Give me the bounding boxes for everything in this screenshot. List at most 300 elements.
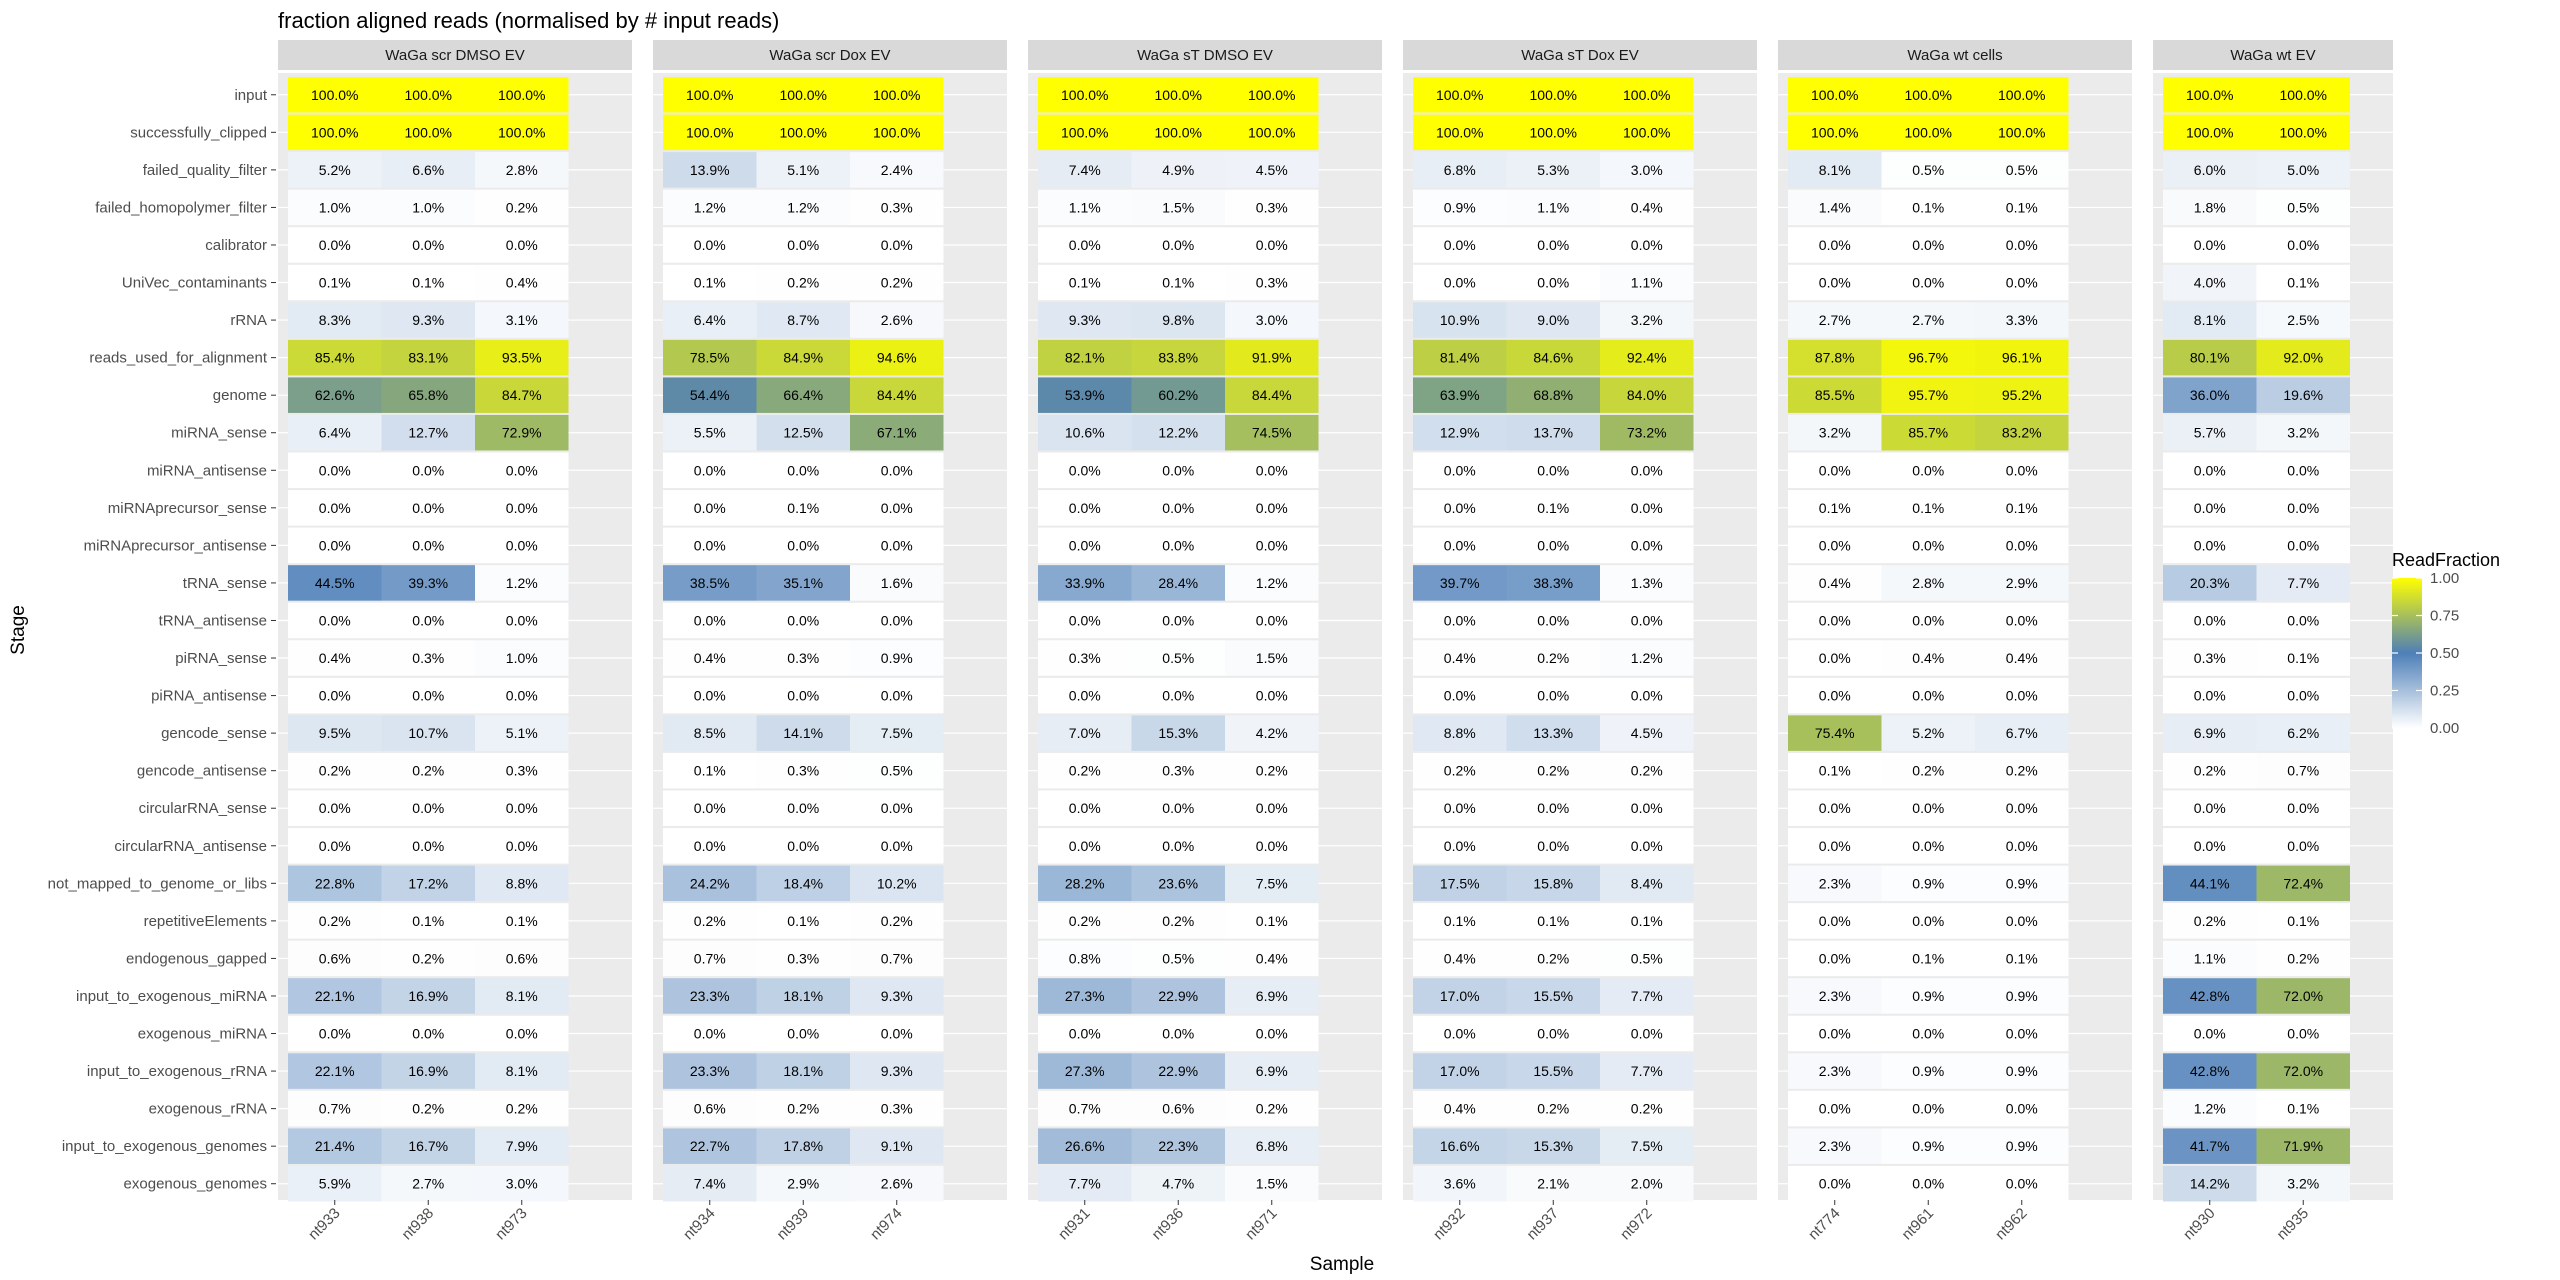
cell-value-label: 2.6% [880, 312, 913, 329]
y-tick-label: gencode_sense [161, 725, 267, 743]
cell-value-label: 41.7% [2189, 1138, 2230, 1155]
cell-value-label: 22.9% [1158, 987, 1199, 1004]
row-labels [48, 87, 276, 1193]
cell-value-label: 0.9% [1912, 1063, 1945, 1080]
cell-value-label: 100.0% [1998, 86, 2046, 103]
cell-value-label: 12.2% [1158, 424, 1199, 441]
cell-value-label: 0.0% [2005, 687, 2038, 704]
cell-value-label: 0.0% [505, 800, 538, 817]
y-tick-label: input [234, 86, 267, 104]
cell-value-label: 3.2% [2287, 424, 2320, 441]
cell-value-label: 100.0% [1436, 124, 1484, 141]
y-tick-label: successfully_clipped [130, 124, 267, 142]
x-tick-label: nt930 [2180, 1204, 2219, 1244]
cell-value-label: 0.4% [1912, 650, 1945, 667]
y-tick-label: reads_used_for_alignment [89, 349, 267, 367]
cell-value-label: 0.0% [1443, 462, 1476, 479]
x-tick-label: nt974 [867, 1204, 906, 1244]
cell-value-label: 0.0% [1068, 1025, 1101, 1042]
cell-value-label: 3.2% [1818, 424, 1851, 441]
cell-value-label: 0.0% [2193, 537, 2226, 554]
cell-value-label: 26.6% [1064, 1138, 1105, 1155]
cell-value-label: 0.2% [318, 762, 351, 779]
cell-value-label: 0.0% [2005, 274, 2038, 291]
cell-value-label: 5.0% [2287, 161, 2320, 178]
cell-value-label: 12.7% [408, 424, 449, 441]
cell-value-label: 0.2% [1162, 912, 1195, 929]
cell-value-label: 16.7% [408, 1138, 449, 1155]
cell-value-label: 0.0% [2005, 236, 2038, 253]
cell-value-label: 7.7% [2287, 574, 2320, 591]
cell-value-label: 0.0% [505, 236, 538, 253]
cell-value-label: 0.0% [880, 837, 913, 854]
cell-value-label: 18.1% [783, 1063, 824, 1080]
cell-value-label: 0.0% [2005, 1100, 2038, 1117]
cell-value-label: 28.2% [1064, 875, 1105, 892]
cell-value-label: 0.0% [318, 1025, 351, 1042]
y-tick-label: exogenous_genomes [123, 1175, 267, 1193]
facet-strip-label: WaGa scr Dox EV [769, 47, 891, 64]
cell-value-label: 0.0% [1912, 800, 1945, 817]
cell-value-label: 3.2% [2287, 1175, 2320, 1192]
cell-value-label: 80.1% [2189, 349, 2230, 366]
cell-value-label: 0.0% [2005, 1025, 2038, 1042]
cell-value-label: 0.0% [1255, 800, 1288, 817]
y-tick-label: piRNA_antisense [151, 687, 267, 705]
cell-value-label: 0.0% [1630, 800, 1663, 817]
cell-value-label: 0.2% [1068, 912, 1101, 929]
cell-value-label: 0.0% [412, 1025, 445, 1042]
cell-value-label: 0.1% [2287, 274, 2320, 291]
cell-value-label: 0.0% [1912, 687, 1945, 704]
y-tick-label: UniVec_contaminants [121, 274, 267, 292]
cell-value-label: 10.2% [876, 875, 917, 892]
cell-value-label: 0.4% [1255, 950, 1288, 967]
cell-value-label: 0.1% [1068, 274, 1101, 291]
y-tick-label: circularRNA_antisense [114, 837, 267, 855]
y-tick-label: exogenous_miRNA [137, 1025, 267, 1043]
y-tick-label: tRNA_sense [182, 574, 267, 592]
cell-value-label: 38.5% [689, 574, 730, 591]
cell-value-label: 0.2% [1537, 950, 1570, 967]
y-tick-label: miRNAprecursor_antisense [83, 537, 267, 555]
cell-value-label: 73.2% [1626, 424, 1667, 441]
cell-value-label: 3.0% [1255, 312, 1288, 329]
x-tick-label: nt932 [1430, 1204, 1469, 1244]
cell-value-label: 7.0% [1068, 725, 1101, 742]
cell-value-label: 0.0% [1537, 537, 1570, 554]
cell-value-label: 17.8% [783, 1138, 824, 1155]
cell-value-label: 0.0% [505, 1025, 538, 1042]
cell-value-label: 96.1% [2001, 349, 2042, 366]
cell-value-label: 12.9% [1439, 424, 1480, 441]
y-tick-label: miRNA_sense [171, 424, 267, 442]
cell-value-label: 81.4% [1439, 349, 1480, 366]
x-tick-label: nt936 [1148, 1204, 1188, 1244]
cell-value-label: 0.1% [2287, 912, 2320, 929]
cell-value-label: 0.0% [1162, 800, 1195, 817]
cell-value-label: 84.4% [876, 387, 917, 404]
cell-value-label: 0.0% [1537, 612, 1570, 629]
cell-value-label: 0.0% [1162, 687, 1195, 704]
cell-value-label: 14.2% [2189, 1175, 2230, 1192]
y-tick-label: genome [212, 387, 267, 405]
cell-value-label: 66.4% [783, 387, 824, 404]
cell-value-label: 0.0% [1443, 274, 1476, 291]
cell-value-label: 7.4% [1068, 161, 1101, 178]
cell-value-label: 85.5% [1814, 387, 1855, 404]
cell-value-label: 6.0% [2193, 161, 2226, 178]
cell-value-label: 7.7% [1630, 1063, 1663, 1080]
cell-value-label: 0.2% [1537, 762, 1570, 779]
y-tick-label: failed_homopolymer_filter [95, 199, 267, 217]
cell-value-label: 84.7% [501, 387, 542, 404]
cell-value-label: 16.9% [408, 1063, 449, 1080]
cell-value-label: 100.0% [1248, 124, 1296, 141]
cell-value-label: 10.9% [1439, 312, 1480, 329]
cell-value-label: 0.1% [505, 912, 538, 929]
cell-value-label: 0.2% [412, 762, 445, 779]
cell-value-label: 0.0% [318, 499, 351, 516]
cell-value-label: 0.0% [1162, 236, 1195, 253]
cell-value-label: 1.2% [787, 199, 820, 216]
cell-value-label: 0.1% [1630, 912, 1663, 929]
facet-panel [2153, 40, 2393, 1243]
cell-value-label: 0.0% [1818, 837, 1851, 854]
cell-value-label: 2.3% [1818, 1138, 1851, 1155]
cell-value-label: 7.7% [1068, 1175, 1101, 1192]
cell-value-label: 1.1% [1630, 274, 1663, 291]
cell-value-label: 2.7% [1818, 312, 1851, 329]
cell-value-label: 0.0% [787, 462, 820, 479]
cell-value-label: 2.9% [2005, 574, 2038, 591]
cell-value-label: 0.1% [318, 274, 351, 291]
cell-value-label: 0.1% [2005, 950, 2038, 967]
legend-tick-label: 1.00 [2430, 570, 2460, 587]
cell-value-label: 100.0% [311, 86, 359, 103]
x-tick-label: nt934 [680, 1204, 719, 1244]
cell-value-label: 15.8% [1533, 875, 1574, 892]
cell-value-label: 0.0% [1255, 236, 1288, 253]
facet-strip-label: WaGa scr DMSO EV [385, 47, 525, 64]
cell-value-label: 100.0% [1623, 124, 1671, 141]
cell-value-label: 0.1% [412, 912, 445, 929]
y-tick-label: endogenous_gapped [126, 950, 267, 968]
cell-value-label: 1.1% [1537, 199, 1570, 216]
cell-value-label: 0.0% [1630, 687, 1663, 704]
cell-value-label: 20.3% [2189, 574, 2230, 591]
cell-value-label: 100.0% [873, 86, 921, 103]
cell-value-label: 1.2% [2193, 1100, 2226, 1117]
cell-value-label: 0.9% [2005, 875, 2038, 892]
cell-value-label: 16.6% [1439, 1138, 1480, 1155]
cell-value-label: 0.4% [1443, 950, 1476, 967]
cell-value-label: 5.7% [2193, 424, 2226, 441]
cell-value-label: 100.0% [686, 86, 734, 103]
cell-value-label: 0.0% [1255, 612, 1288, 629]
cell-value-label: 0.0% [2287, 537, 2320, 554]
cell-value-label: 0.1% [2005, 499, 2038, 516]
cell-value-label: 0.0% [2287, 687, 2320, 704]
cell-value-label: 0.0% [1255, 1025, 1288, 1042]
cell-value-label: 75.4% [1814, 725, 1855, 742]
cell-value-label: 100.0% [1154, 124, 1202, 141]
cell-value-label: 0.2% [693, 912, 726, 929]
cell-value-label: 9.1% [880, 1138, 913, 1155]
legend-title: ReadFraction [2392, 550, 2501, 570]
legend-tick-label: 0.25 [2430, 682, 2460, 700]
cell-value-label: 0.0% [1537, 462, 1570, 479]
cell-value-label: 0.0% [1818, 274, 1851, 291]
cell-value-label: 0.0% [1630, 537, 1663, 554]
cell-value-label: 0.0% [1068, 236, 1101, 253]
cell-value-label: 6.9% [1255, 987, 1288, 1004]
cell-value-label: 83.8% [1158, 349, 1199, 366]
cell-value-label: 7.7% [1630, 987, 1663, 1004]
cell-value-label: 44.1% [2189, 875, 2230, 892]
cell-value-label: 0.7% [2287, 762, 2320, 779]
cell-value-label: 100.0% [1061, 124, 1109, 141]
cell-value-label: 3.0% [505, 1175, 538, 1192]
cell-value-label: 13.9% [689, 161, 730, 178]
cell-value-label: 0.0% [505, 537, 538, 554]
cell-value-label: 53.9% [1064, 387, 1105, 404]
cell-value-label: 0.0% [787, 537, 820, 554]
cell-value-label: 0.0% [1537, 1025, 1570, 1042]
y-tick-label: miRNA_antisense [146, 462, 267, 480]
cell-value-label: 0.0% [2287, 462, 2320, 479]
cell-value-label: 0.3% [505, 762, 538, 779]
cell-value-label: 0.3% [880, 1100, 913, 1117]
cell-value-label: 22.1% [314, 987, 355, 1004]
cell-value-label: 0.2% [2193, 912, 2226, 929]
cell-value-label: 0.0% [880, 687, 913, 704]
cell-value-label: 23.3% [689, 987, 730, 1004]
cell-value-label: 1.0% [505, 650, 538, 667]
cell-value-label: 0.3% [1255, 274, 1288, 291]
cell-value-label: 0.0% [1443, 1025, 1476, 1042]
cell-value-label: 6.8% [1443, 161, 1476, 178]
cell-value-label: 17.0% [1439, 1063, 1480, 1080]
cell-value-label: 0.0% [2193, 837, 2226, 854]
cell-value-label: 72.0% [2283, 1063, 2324, 1080]
legend-tick-label: 0.50 [2430, 645, 2460, 662]
cell-value-label: 0.0% [880, 800, 913, 817]
cell-value-label: 2.3% [1818, 1063, 1851, 1080]
cell-value-label: 92.0% [2283, 349, 2324, 366]
cell-value-label: 36.0% [2189, 387, 2230, 404]
cell-value-label: 0.0% [2005, 837, 2038, 854]
cell-value-label: 22.8% [314, 875, 355, 892]
cell-value-label: 0.0% [318, 462, 351, 479]
cell-value-label: 0.0% [1443, 499, 1476, 516]
cell-value-label: 0.0% [1162, 1025, 1195, 1042]
cell-value-label: 100.0% [1998, 124, 2046, 141]
heatmap-panels [278, 40, 2393, 1243]
cell-value-label: 0.2% [318, 912, 351, 929]
cell-value-label: 0.0% [1630, 236, 1663, 253]
cell-value-label: 3.0% [1630, 161, 1663, 178]
cell-value-label: 14.1% [783, 725, 824, 742]
cell-value-label: 67.1% [876, 424, 917, 441]
cell-value-label: 0.5% [1912, 161, 1945, 178]
cell-value-label: 0.0% [1162, 612, 1195, 629]
cell-value-label: 0.0% [1443, 837, 1476, 854]
cell-value-label: 100.0% [498, 124, 546, 141]
cell-value-label: 4.0% [2193, 274, 2226, 291]
cell-value-label: 100.0% [2279, 124, 2327, 141]
cell-value-label: 0.5% [1630, 950, 1663, 967]
cell-value-label: 78.5% [689, 349, 730, 366]
cell-value-label: 0.0% [505, 499, 538, 516]
cell-value-label: 0.0% [787, 1025, 820, 1042]
cell-value-label: 0.0% [1443, 800, 1476, 817]
cell-value-label: 27.3% [1064, 987, 1105, 1004]
cell-value-label: 0.7% [1068, 1100, 1101, 1117]
cell-value-label: 0.6% [318, 950, 351, 967]
cell-value-label: 2.1% [1537, 1175, 1570, 1192]
cell-value-label: 6.4% [318, 424, 351, 441]
cell-value-label: 1.2% [1630, 650, 1663, 667]
cell-value-label: 0.0% [1630, 837, 1663, 854]
cell-value-label: 38.3% [1533, 574, 1574, 591]
cell-value-label: 22.1% [314, 1063, 355, 1080]
cell-value-label: 12.5% [783, 424, 824, 441]
y-tick-label: circularRNA_sense [138, 800, 267, 818]
cell-value-label: 0.0% [2005, 912, 2038, 929]
cell-value-label: 0.4% [1818, 574, 1851, 591]
cell-value-label: 23.3% [689, 1063, 730, 1080]
cell-value-label: 0.0% [318, 236, 351, 253]
cell-value-label: 0.0% [2193, 499, 2226, 516]
cell-value-label: 0.0% [1255, 837, 1288, 854]
cell-value-label: 0.2% [880, 912, 913, 929]
cell-value-label: 100.0% [1904, 86, 1952, 103]
cell-value-label: 6.6% [412, 161, 445, 178]
legend-tick-label: 0.00 [2430, 720, 2460, 737]
cell-value-label: 9.3% [880, 987, 913, 1004]
cell-value-label: 2.0% [1630, 1175, 1663, 1192]
cell-value-label: 1.2% [693, 199, 726, 216]
chart-title: fraction aligned reads (normalised by # input reads) [278, 8, 780, 33]
cell-value-label: 94.6% [876, 349, 917, 366]
cell-value-label: 0.1% [1912, 199, 1945, 216]
cell-value-label: 0.9% [1912, 987, 1945, 1004]
y-tick-label: not_mapped_to_genome_or_libs [47, 875, 267, 893]
x-tick-label: nt931 [1055, 1204, 1094, 1244]
cell-value-label: 0.0% [1537, 236, 1570, 253]
cell-value-label: 100.0% [1529, 86, 1577, 103]
cell-value-label: 0.0% [2193, 800, 2226, 817]
facet-strip-label: WaGa sT Dox EV [1521, 47, 1639, 64]
cell-value-label: 0.0% [2005, 1175, 2038, 1192]
cell-value-label: 0.0% [2005, 612, 2038, 629]
cell-value-label: 0.0% [1912, 612, 1945, 629]
cell-value-label: 0.0% [1912, 837, 1945, 854]
x-tick-label: nt933 [305, 1204, 344, 1244]
facet-panel [1028, 40, 1382, 1243]
cell-value-label: 0.1% [787, 912, 820, 929]
cell-value-label: 0.0% [1068, 800, 1101, 817]
cell-value-label: 0.0% [505, 462, 538, 479]
cell-value-label: 0.0% [1443, 612, 1476, 629]
cell-value-label: 0.5% [880, 762, 913, 779]
cell-value-label: 18.4% [783, 875, 824, 892]
y-tick-label: calibrator [205, 236, 267, 254]
cell-value-label: 7.5% [1630, 1138, 1663, 1155]
cell-value-label: 0.0% [880, 462, 913, 479]
cell-value-label: 92.4% [1626, 349, 1667, 366]
cell-value-label: 0.0% [1537, 800, 1570, 817]
cell-value-label: 0.3% [2193, 650, 2226, 667]
cell-value-label: 6.4% [693, 312, 726, 329]
legend-tick-label: 0.75 [2430, 607, 2460, 625]
cell-value-label: 0.0% [1818, 1175, 1851, 1192]
cell-value-label: 0.1% [1443, 912, 1476, 929]
cell-value-label: 100.0% [404, 124, 452, 141]
cell-value-label: 100.0% [498, 86, 546, 103]
cell-value-label: 0.0% [1068, 612, 1101, 629]
cell-value-label: 0.0% [505, 612, 538, 629]
cell-value-label: 0.0% [318, 837, 351, 854]
cell-value-label: 2.7% [412, 1175, 445, 1192]
cell-value-label: 0.9% [1912, 1138, 1945, 1155]
cell-value-label: 9.8% [1162, 312, 1195, 329]
cell-value-label: 0.1% [1255, 912, 1288, 929]
cell-value-label: 0.0% [787, 612, 820, 629]
cell-value-label: 0.9% [2005, 1063, 2038, 1080]
cell-value-label: 0.4% [1443, 1100, 1476, 1117]
y-tick-label: tRNA_antisense [158, 612, 267, 630]
cell-value-label: 0.3% [1068, 650, 1101, 667]
cell-value-label: 100.0% [1061, 86, 1109, 103]
cell-value-label: 0.0% [1068, 499, 1101, 516]
cell-value-label: 0.0% [2193, 462, 2226, 479]
cell-value-label: 0.0% [505, 837, 538, 854]
cell-value-label: 100.0% [1154, 86, 1202, 103]
cell-value-label: 0.0% [1818, 912, 1851, 929]
cell-value-label: 0.9% [2005, 1138, 2038, 1155]
cell-value-label: 0.0% [1068, 537, 1101, 554]
cell-value-label: 0.0% [1818, 612, 1851, 629]
cell-value-label: 2.6% [880, 1175, 913, 1192]
cell-value-label: 6.2% [2287, 725, 2320, 742]
cell-value-label: 0.9% [880, 650, 913, 667]
cell-value-label: 95.7% [1908, 387, 1949, 404]
cell-value-label: 10.7% [408, 725, 449, 742]
cell-value-label: 0.0% [1912, 236, 1945, 253]
cell-value-label: 68.8% [1533, 387, 1574, 404]
cell-value-label: 2.3% [1818, 987, 1851, 1004]
cell-value-label: 0.0% [1818, 537, 1851, 554]
cell-value-label: 100.0% [1811, 124, 1859, 141]
y-tick-label: piRNA_sense [175, 650, 267, 668]
cell-value-label: 1.0% [318, 199, 351, 216]
facet-panel [1403, 40, 1757, 1243]
cell-value-label: 4.5% [1255, 161, 1288, 178]
cell-value-label: 0.0% [2287, 1025, 2320, 1042]
cell-value-label: 85.4% [314, 349, 355, 366]
cell-value-label: 84.0% [1626, 387, 1667, 404]
cell-value-label: 0.1% [1818, 762, 1851, 779]
cell-value-label: 18.1% [783, 987, 824, 1004]
cell-value-label: 0.0% [1912, 537, 1945, 554]
cell-value-label: 0.0% [2005, 462, 2038, 479]
cell-value-label: 0.0% [693, 612, 726, 629]
cell-value-label: 0.0% [2005, 537, 2038, 554]
cell-value-label: 2.9% [787, 1175, 820, 1192]
cell-value-label: 4.7% [1162, 1175, 1195, 1192]
